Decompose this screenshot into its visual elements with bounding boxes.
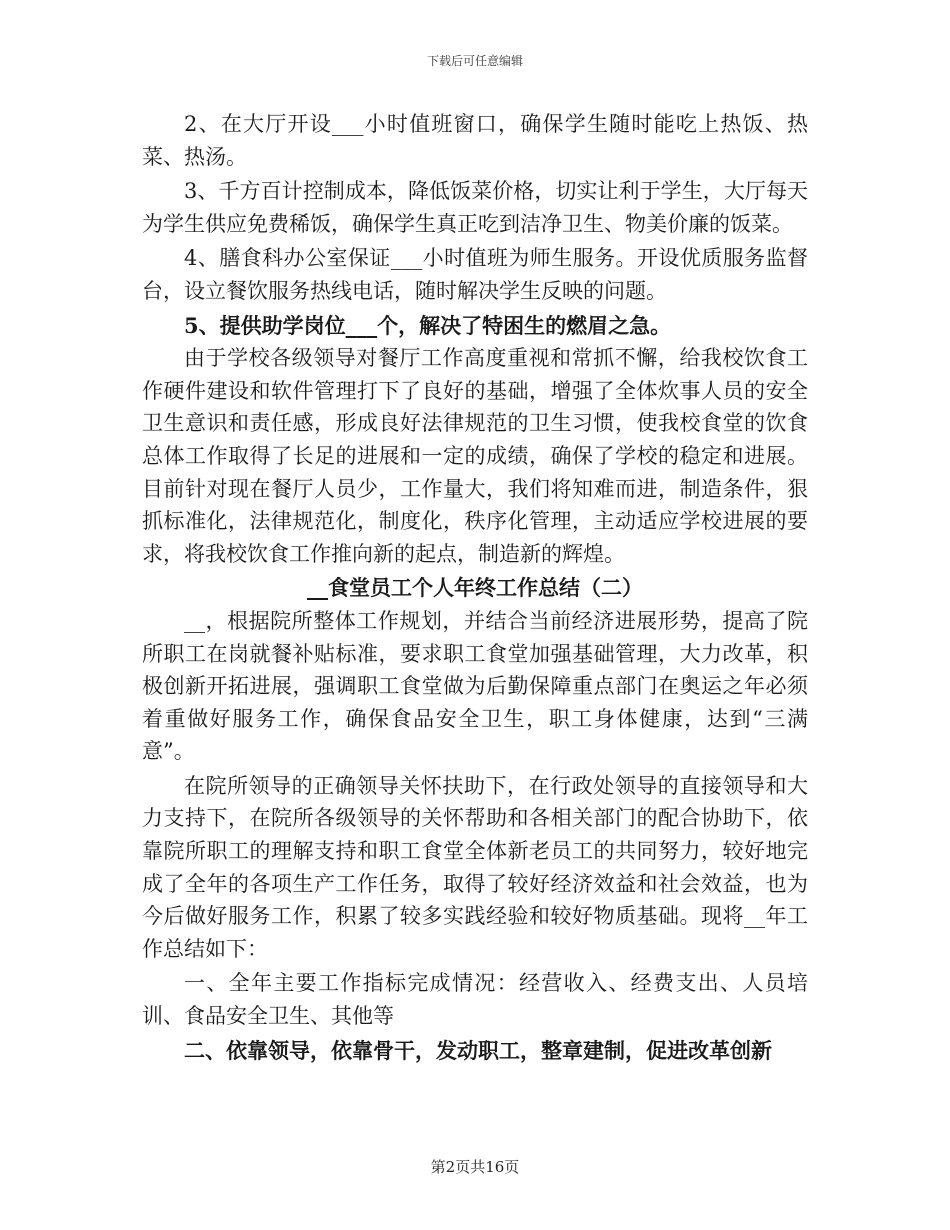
paragraph-section-one: 一、全年主要工作指标完成情况：经营收入、经费支出、人员培训、食品安全卫生、其他等: [142, 971, 808, 1029]
paragraph-item-5-bold: 5、提供助学岗位___个，解决了特困生的燃眉之急。: [184, 312, 672, 338]
page-header-note: 下载后可任意编辑: [426, 54, 523, 68]
section-title: __食堂员工个人年终工作总结（二）: [307, 575, 643, 601]
paragraph-section-two-heading: 二、依靠领导，依靠骨干，发动职工，整章建制，促进改革创新: [184, 1037, 772, 1063]
page-number: 第2页共16页: [430, 1158, 520, 1176]
paragraph-summary: 由于学校各级领导对餐厅工作高度重视和常抓不懈，给我校饮食工作硬件建设和软件管理打下了良好的基础，增强了全体炊事人员的安全卫生意识和责任感，形成良好法律规范的卫生习惯，使我校食堂的饮食总体工作取得了长足的进展和一定的成绩，确保了学校的稳定和进展。目前针对现在餐厅人员少，工作量大，我们将知难而进，制造条件，狠抓标准化，法律规范化，制度化，秩序化管理，主动适应学校进展的要求，将我校饮食工作推向新的起点，制造新的辉煌。: [142, 346, 808, 566]
paragraph-achievements: 在院所领导的正确领导关怀扶助下，在行政处领导的直接领导和大力支持下，在院所各级领导的关怀帮助和各相关部门的配合协助下，依靠院所职工的理解支持和职工食堂全体新老员工的共同努力，较好地完成了全年的各项生产工作任务，取得了较好经济效益和社会效益，也为今后做好服务工作，积累了较多实践经验和较好物质基础。现将__年工作总结如下：: [142, 773, 808, 961]
document-body: [142, 108, 808, 1067]
paragraph-item-3: 3、千方百计控制成本，降低饭菜价格，切实让利于学生，大厅每天为学生供应免费稀饭，确保学生真正吃到洁净卫生、物美价廉的饭菜。: [142, 179, 808, 236]
paragraph-item-2: 2、在大厅开设___小时值班窗口，确保学生随时能吃上热饭、热菜、热汤。: [142, 112, 808, 169]
paragraph-item-4: 4、膳食科办公室保证___小时值班为师生服务。开设优质服务监督台，设立餐饮服务热线电话，随时解决学生反映的问题。: [142, 246, 808, 303]
paragraph-intro: __，根据院所整体工作规划，并结合当前经济进展形势，提高了院所职工在岗就餐补贴标准，要求职工食堂加强基础管理，大力改革，积极创新开拓进展，强调职工食堂做为后勤保障重点部门在奥运之年必须着重做好服务工作，确保食品安全卫生，职工身体健康，达到“三满意”。: [142, 608, 808, 764]
